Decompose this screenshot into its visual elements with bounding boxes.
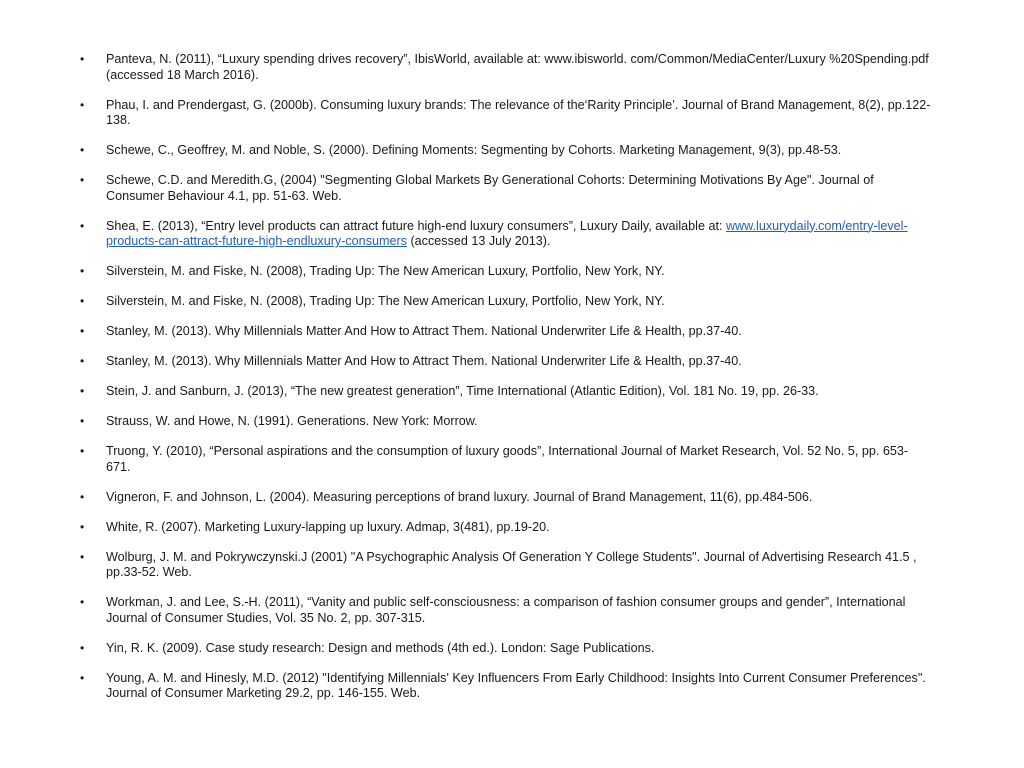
bullet: • bbox=[80, 519, 85, 534]
bullet: • bbox=[80, 444, 85, 458]
reference-item bbox=[80, 354, 932, 370]
bullet: • bbox=[80, 218, 85, 233]
reference-item bbox=[80, 264, 932, 280]
reference-text: Stanley, M. (2013). Why Millennials Matter And How to Attract Them. National Underwriter Life & Health, pp.37-40. bbox=[106, 354, 742, 368]
reference-text: Silverstein, M. and Fiske, N. (2008), Trading Up: The New American Luxury, Portfolio, New York, NY. bbox=[106, 294, 665, 308]
bullet: • bbox=[80, 595, 85, 609]
reference-text: Stanley, M. (2013). Why Millennials Matter And How to Attract Them. National Underwriter Life & Health, pp.37-40. bbox=[106, 324, 742, 338]
reference-text: Panteva, N. (2011), “Luxury spending drives recovery”, IbisWorld, available at: www.ibisworld. com/Common/MediaCenter/Luxury %20Spending.pdf (accessed 18 March 2016). bbox=[106, 52, 929, 82]
reference-item bbox=[80, 384, 932, 400]
reference-text: Silverstein, M. and Fiske, N. (2008), Trading Up: The New American Luxury, Portfolio, New York, NY. bbox=[106, 264, 665, 278]
reference-item bbox=[80, 550, 932, 581]
bullet: • bbox=[80, 294, 85, 308]
bullet: • bbox=[80, 143, 85, 157]
reference-text: Vigneron, F. and Johnson, L. (2004). Measuring perceptions of brand luxury. Journal of Brand Management, 11(6), pp.484-506. bbox=[106, 489, 813, 504]
reference-text: Truong, Y. (2010), “Personal aspirations and the consumption of luxury goods”, International Journal of Market Research, Vol. 52 No. 5, pp. 653-671. bbox=[106, 444, 909, 474]
reference-text: Wolburg, J. M. and Pokrywczynski.J (2001) "A Psychographic Analysis Of Generation Y College Students". Journal of Advertising Research 41.5 , pp.33-52. Web. bbox=[106, 549, 917, 579]
bullet: • bbox=[80, 549, 85, 564]
reference-item bbox=[80, 98, 932, 129]
reference-text: Strauss, W. and Howe, N. (1991). Generations. New York: Morrow. bbox=[106, 414, 478, 428]
reference-item bbox=[80, 414, 932, 430]
reference-text: Schewe, C., Geoffrey, M. and Noble, S. (2000). Defining Moments: Segmenting by Cohorts. Marketing Management, 9(3), pp.48-53. bbox=[106, 143, 842, 157]
reference-item bbox=[80, 324, 932, 340]
bullet: • bbox=[80, 173, 85, 187]
reference-text: White, R. (2007). Marketing Luxury-lapping up luxury. Admap, 3(481), pp.19-20. bbox=[106, 519, 550, 534]
reference-text: Phau, I. and Prendergast, G. (2000b). Consuming luxury brands: The relevance of the‘Rarity Principle’. Journal of Brand Management, 8(2), pp.122-138. bbox=[106, 97, 931, 127]
reference-text: Schewe, C.D. and Meredith.G, (2004) "Segmenting Global Markets By Generational Cohorts: Determining Motivations By Age". Journal of Consumer Behaviour 4.1, pp. 51-63. Web. bbox=[106, 173, 874, 203]
reference-item bbox=[80, 490, 932, 506]
reference-link[interactable]: www.luxurydaily.com/entry-level-products-can-attract-future-high-endluxury-consumers bbox=[106, 218, 908, 248]
reference-text: Workman, J. and Lee, S.-H. (2011), “Vanity and public self-consciousness: a comparison of fashion consumer groups and gender”, International Journal of Consumer Studies, Vol. 35 No. 2, pp. 307-315. bbox=[106, 595, 906, 625]
bullet: • bbox=[80, 640, 85, 655]
bullet: • bbox=[80, 384, 85, 398]
reference-item bbox=[80, 219, 932, 250]
bullet: • bbox=[80, 324, 85, 338]
bullet: • bbox=[80, 489, 85, 504]
reference-item bbox=[80, 595, 932, 626]
bullet: • bbox=[80, 97, 85, 112]
reference-text: Stein, J. and Sanburn, J. (2013), “The new greatest generation”, Time International (Atlantic Edition), Vol. 181 No. 19, pp. 26-33. bbox=[106, 384, 819, 398]
bullet: • bbox=[80, 670, 85, 685]
bullet: • bbox=[80, 264, 85, 278]
reference-list bbox=[80, 52, 932, 716]
bullet: • bbox=[80, 52, 85, 66]
reference-item bbox=[80, 641, 932, 657]
reference-text: Yin, R. K. (2009). Case study research: Design and methods (4th ed.). London: Sage Publications. bbox=[106, 640, 655, 655]
reference-text: Shea, E. (2013), “Entry level products can attract future high-end luxury consumers”, Luxury Daily, available at: bbox=[106, 218, 726, 233]
reference-item bbox=[80, 294, 932, 310]
reference-item bbox=[80, 520, 932, 536]
bullet: • bbox=[80, 354, 85, 368]
bullet: • bbox=[80, 414, 85, 428]
reference-text: Young, A. M. and Hinesly, M.D. (2012) "Identifying Millennials' Key Influencers From Early Childhood: Insights Into Current Consumer Preferences". Journal of Consumer Marketing 29.2, pp. 146-155. Web. bbox=[106, 670, 926, 700]
reference-item bbox=[80, 444, 932, 475]
reference-text-suffix: (accessed 13 July 2013). bbox=[406, 234, 551, 248]
reference-item bbox=[80, 143, 932, 159]
reference-item bbox=[80, 52, 932, 83]
reference-item bbox=[80, 173, 932, 204]
reference-item bbox=[80, 671, 932, 702]
